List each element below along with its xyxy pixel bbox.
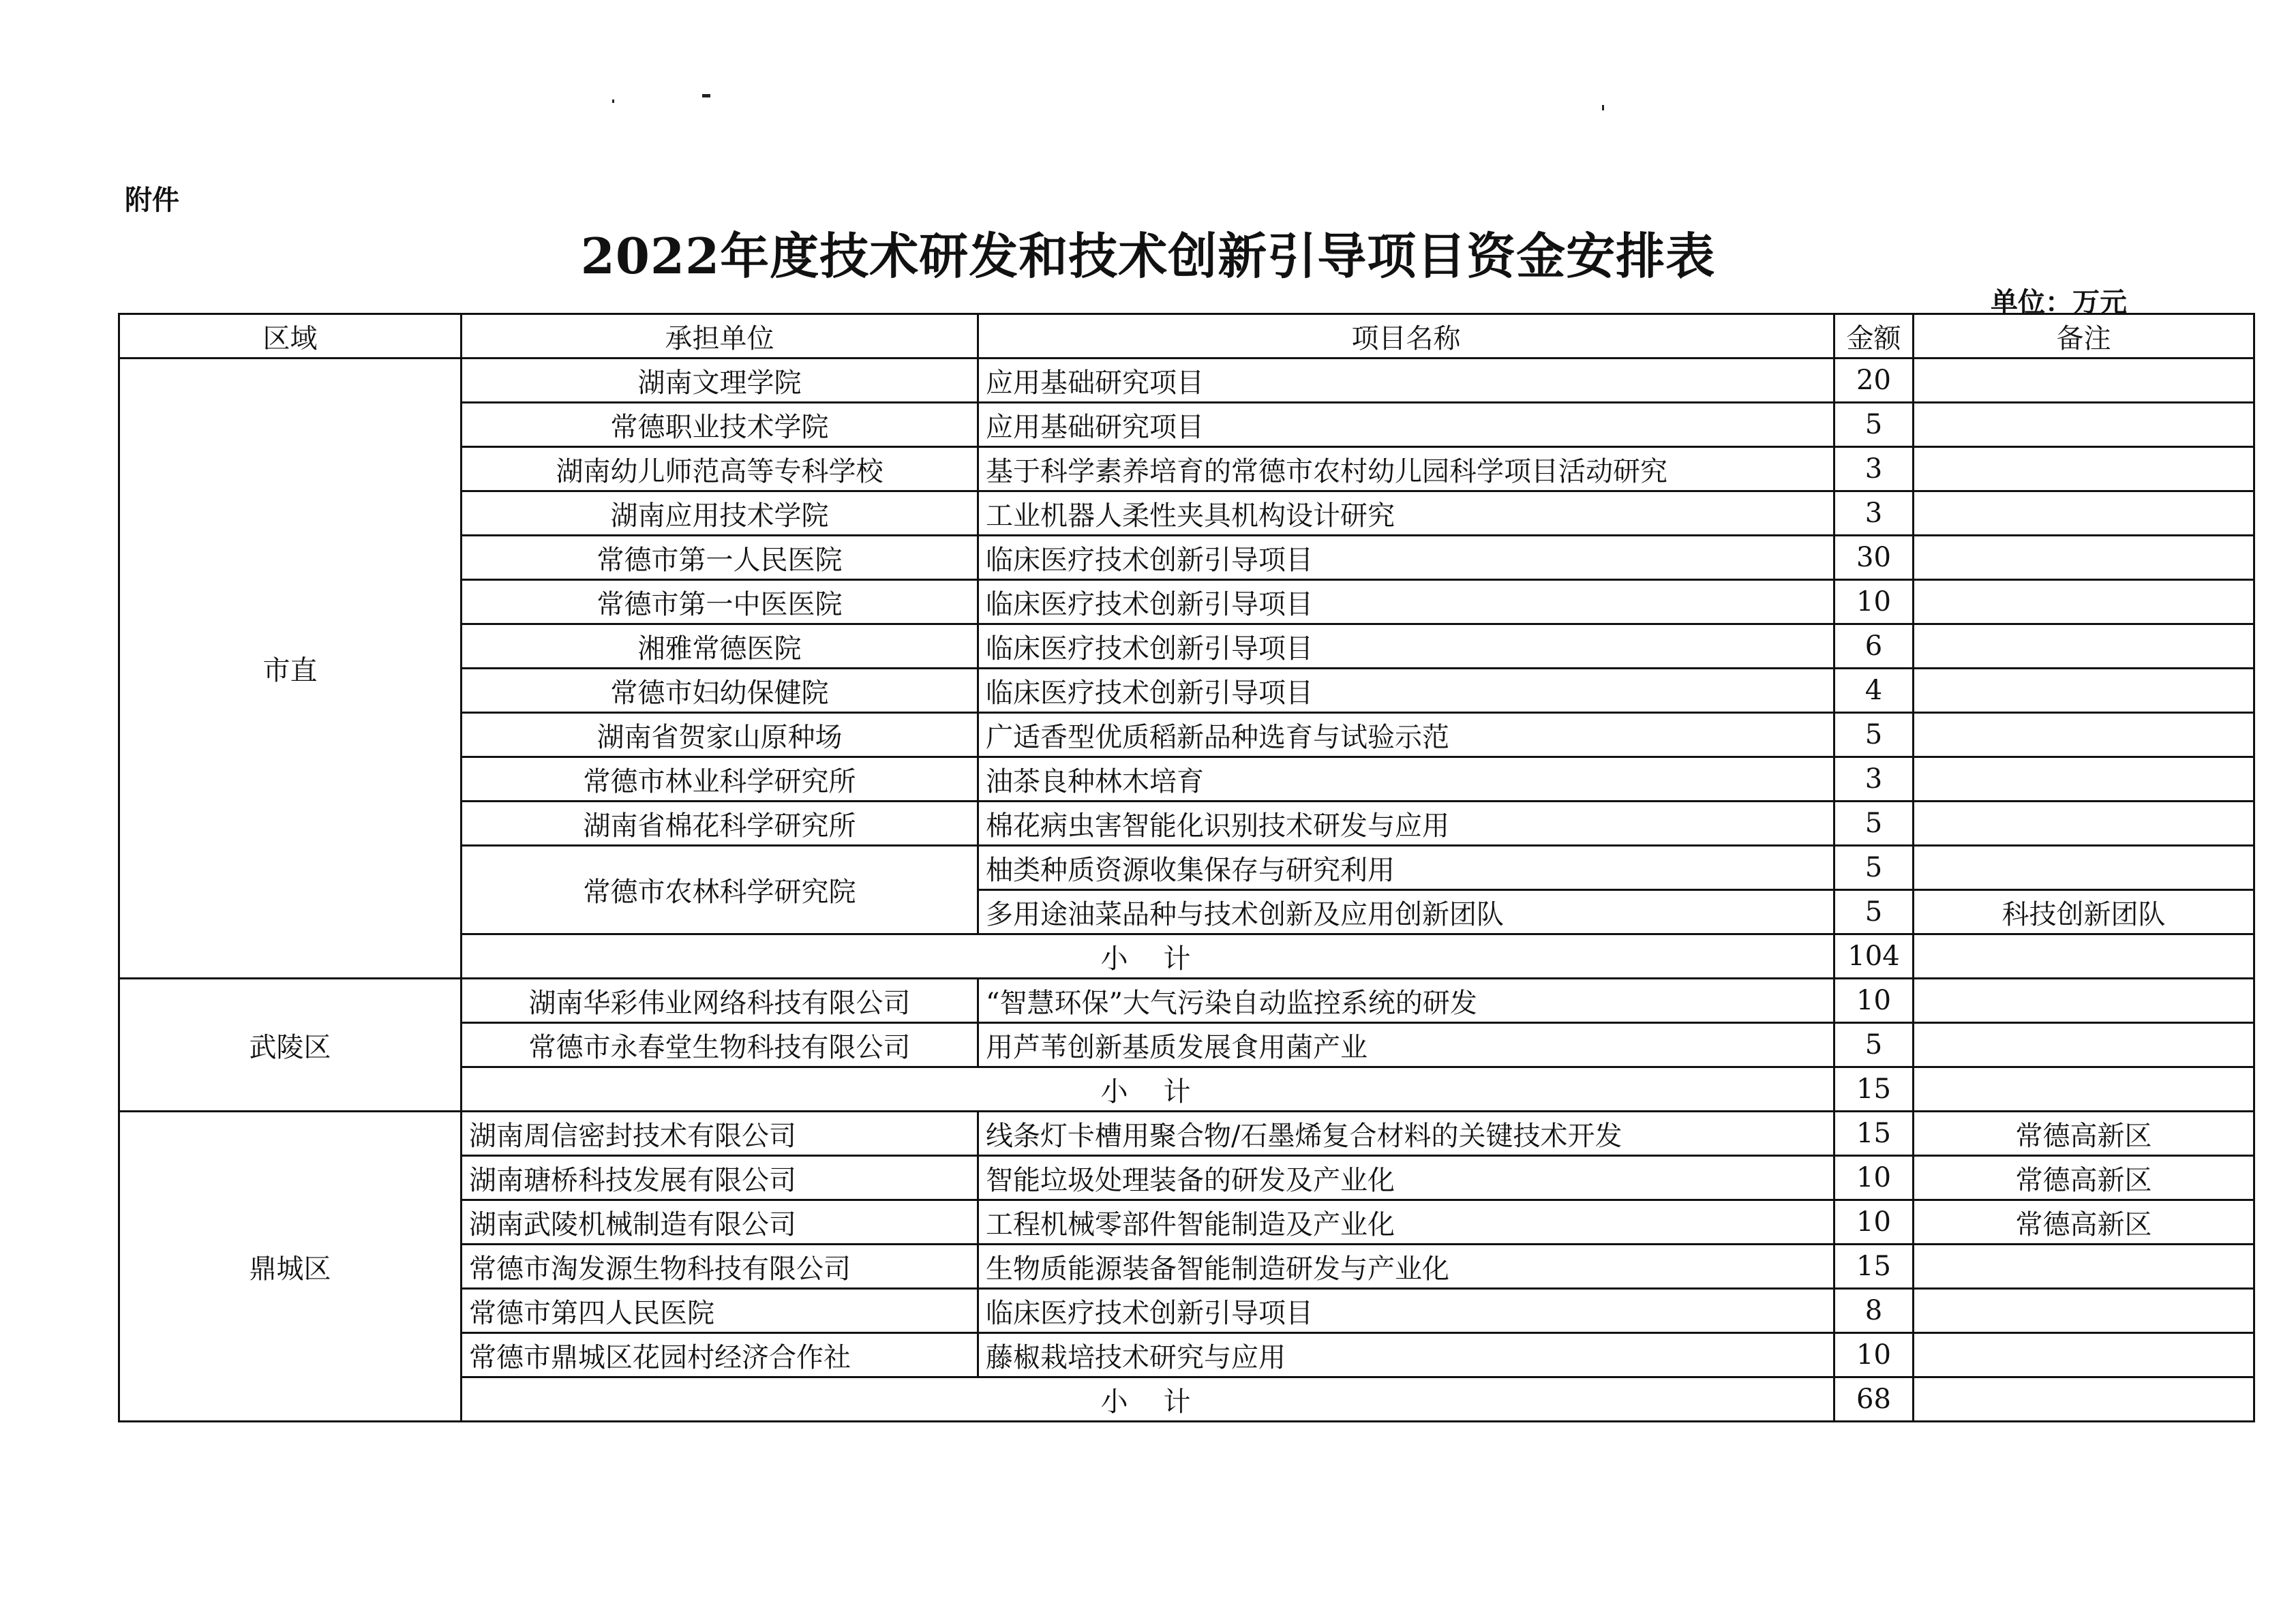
subtotal-amount: 104 (1834, 934, 1914, 979)
note-cell (1914, 536, 2254, 580)
note-cell (1914, 491, 2254, 536)
unit-cell: 常德市林业科学研究所 (462, 757, 978, 802)
note-cell (1914, 1377, 2254, 1422)
project-cell: 临床医疗技术创新引导项目 (978, 580, 1834, 624)
unit-cell: 湖南周信密封技术有限公司 (462, 1112, 978, 1156)
note-cell (1914, 1245, 2254, 1289)
attachment-label: 附件 (125, 184, 179, 216)
table-row (119, 359, 2254, 403)
note-cell: 常德高新区 (1914, 1112, 2254, 1156)
amount-cell: 10 (1834, 580, 1914, 624)
project-cell: 临床医疗技术创新引导项目 (978, 669, 1834, 713)
note-cell: 科技创新团队 (1914, 890, 2254, 934)
note-cell (1914, 624, 2254, 669)
note-cell (1914, 580, 2254, 624)
amount-cell: 3 (1834, 491, 1914, 536)
note-cell (1914, 669, 2254, 713)
unit-cell: 常德市农林科学研究院 (462, 846, 978, 934)
unit-note: 单位：万元 (1991, 286, 2127, 318)
table-header-row (119, 314, 2254, 359)
project-cell: 广适香型优质稻新品种选育与试验示范 (978, 713, 1834, 757)
region-cell: 武陵区 (119, 979, 462, 1112)
amount-cell: 30 (1834, 536, 1914, 580)
amount-cell: 5 (1834, 403, 1914, 447)
note-cell (1914, 757, 2254, 802)
note-cell (1914, 1289, 2254, 1333)
amount-cell: 4 (1834, 669, 1914, 713)
subtotal-amount: 68 (1834, 1377, 1914, 1422)
project-cell: 临床医疗技术创新引导项目 (978, 536, 1834, 580)
project-cell: 智能垃圾处理装备的研发及产业化 (978, 1156, 1834, 1200)
amount-cell: 5 (1834, 890, 1914, 934)
project-cell: 临床医疗技术创新引导项目 (978, 1289, 1834, 1333)
subtotal-label: 小 计 (462, 1067, 1834, 1112)
note-cell (1914, 979, 2254, 1023)
scan-speck (702, 94, 710, 97)
note-cell (1914, 403, 2254, 447)
project-cell: 线条灯卡槽用聚合物/石墨烯复合材料的关键技术开发 (978, 1112, 1834, 1156)
unit-cell: 常德市第一中医医院 (462, 580, 978, 624)
region-cell: 市直 (119, 359, 462, 979)
region-cell: 鼎城区 (119, 1112, 462, 1422)
project-cell: 柚类种质资源收集保存与研究利用 (978, 846, 1834, 890)
note-cell (1914, 713, 2254, 757)
unit-cell: 湖南幼儿师范高等专科学校 (462, 447, 978, 491)
amount-cell: 6 (1834, 624, 1914, 669)
unit-cell: 常德市妇幼保健院 (462, 669, 978, 713)
amount-cell: 10 (1834, 979, 1914, 1023)
project-cell: 应用基础研究项目 (978, 359, 1834, 403)
amount-cell: 5 (1834, 1023, 1914, 1067)
project-cell: 临床医疗技术创新引导项目 (978, 624, 1834, 669)
unit-cell: 湖南武陵机械制造有限公司 (462, 1200, 978, 1245)
funding-table (118, 313, 2255, 1422)
unit-cell: 湖南省棉花科学研究所 (462, 802, 978, 846)
note-cell (1914, 802, 2254, 846)
note-cell (1914, 359, 2254, 403)
unit-cell: 常德市第一人民医院 (462, 536, 978, 580)
note-cell (1914, 1067, 2254, 1112)
unit-cell: 湖南省贺家山原种场 (462, 713, 978, 757)
subtotal-label: 小 计 (462, 1377, 1834, 1422)
amount-cell: 5 (1834, 713, 1914, 757)
scan-speck (1602, 105, 1604, 110)
unit-cell: 常德市鼎城区花园村经济合作社 (462, 1333, 978, 1377)
unit-cell: 湖南华彩伟业网络科技有限公司 (462, 979, 978, 1023)
note-cell (1914, 447, 2254, 491)
project-cell: 应用基础研究项目 (978, 403, 1834, 447)
amount-cell: 3 (1834, 447, 1914, 491)
unit-cell: 湖南瑭桥科技发展有限公司 (462, 1156, 978, 1200)
subtotal-label: 小 计 (462, 934, 1834, 979)
header-note: 备注 (1914, 314, 2254, 359)
amount-cell: 8 (1834, 1289, 1914, 1333)
unit-cell: 湘雅常德医院 (462, 624, 978, 669)
note-cell: 常德高新区 (1914, 1200, 2254, 1245)
unit-cell: 常德市第四人民医院 (462, 1289, 978, 1333)
note-cell: 常德高新区 (1914, 1156, 2254, 1200)
project-cell: 工程机械零部件智能制造及产业化 (978, 1200, 1834, 1245)
amount-cell: 10 (1834, 1200, 1914, 1245)
project-cell: 多用途油菜品种与技术创新及应用创新团队 (978, 890, 1834, 934)
unit-cell: 湖南文理学院 (462, 359, 978, 403)
unit-cell: 常德市永春堂生物科技有限公司 (462, 1023, 978, 1067)
header-unit: 承担单位 (462, 314, 978, 359)
note-cell (1914, 1333, 2254, 1377)
table-row (119, 979, 2254, 1023)
unit-cell: 常德职业技术学院 (462, 403, 978, 447)
amount-cell: 15 (1834, 1112, 1914, 1156)
amount-cell: 10 (1834, 1333, 1914, 1377)
note-cell (1914, 934, 2254, 979)
amount-cell: 20 (1834, 359, 1914, 403)
header-amount: 金额 (1834, 314, 1914, 359)
project-cell: 棉花病虫害智能化识别技术研发与应用 (978, 802, 1834, 846)
amount-cell: 5 (1834, 802, 1914, 846)
header-region: 区域 (119, 314, 462, 359)
note-cell (1914, 846, 2254, 890)
table-row (119, 1112, 2254, 1156)
project-cell: 基于科学素养培育的常德市农村幼儿园科学项目活动研究 (978, 447, 1834, 491)
project-cell: 藤椒栽培技术研究与应用 (978, 1333, 1834, 1377)
amount-cell: 5 (1834, 846, 1914, 890)
project-cell: 工业机器人柔性夹具机构设计研究 (978, 491, 1834, 536)
project-cell: 用芦苇创新基质发展食用菌产业 (978, 1023, 1834, 1067)
project-cell: 油茶良种林木培育 (978, 757, 1834, 802)
scan-speck (612, 100, 614, 103)
subtotal-amount: 15 (1834, 1067, 1914, 1112)
document-title: 2022年度技术研发和技术创新引导项目资金安排表 (580, 227, 1716, 285)
project-cell: 生物质能源装备智能制造研发与产业化 (978, 1245, 1834, 1289)
amount-cell: 10 (1834, 1156, 1914, 1200)
amount-cell: 3 (1834, 757, 1914, 802)
project-cell: “智慧环保”大气污染自动监控系统的研发 (978, 979, 1834, 1023)
unit-cell: 湖南应用技术学院 (462, 491, 978, 536)
amount-cell: 15 (1834, 1245, 1914, 1289)
unit-cell: 常德市淘发源生物科技有限公司 (462, 1245, 978, 1289)
note-cell (1914, 1023, 2254, 1067)
header-project: 项目名称 (978, 314, 1834, 359)
